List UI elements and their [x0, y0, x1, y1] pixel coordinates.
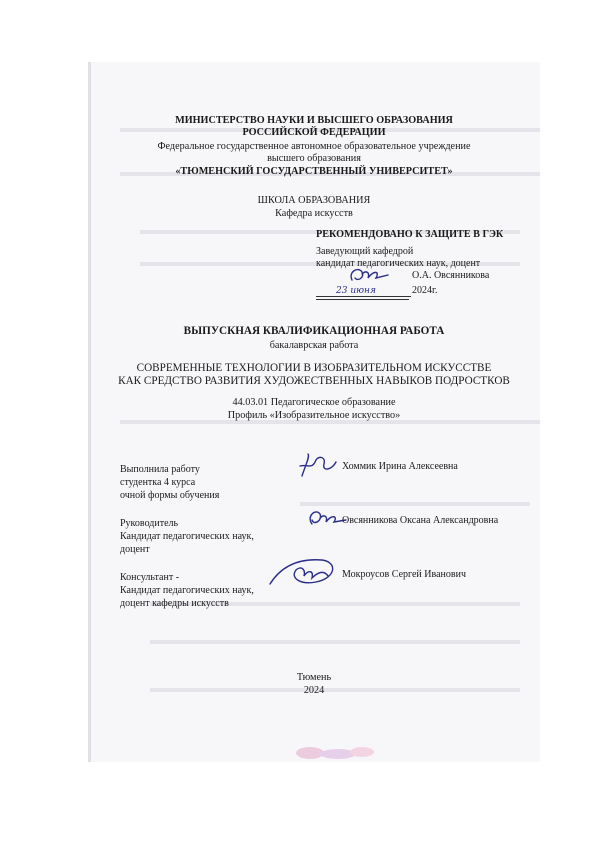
- consultant-label-line-2: Кандидат педагогических наук,: [120, 585, 254, 596]
- author-label-line-2: студентка 4 курса: [120, 477, 196, 488]
- work-type: ВЫПУСКНАЯ КВАЛИФИКАЦИОННАЯ РАБОТА: [183, 325, 445, 337]
- footer-city: Тюмень: [296, 672, 332, 683]
- footer-year: 2024: [303, 685, 325, 696]
- program-profile: Профиль «Изобразительное искусство»: [227, 410, 401, 421]
- author-label-line-1: Выполнила работу: [120, 464, 200, 475]
- approval-year: [412, 285, 437, 297]
- ministry-line-1: МИНИСТЕРСТВО НАУКИ И ВЫСШЕГО ОБРАЗОВАНИЯ: [175, 115, 453, 126]
- department-name: Кафедра искусств: [275, 208, 353, 219]
- approval-date-line: [316, 296, 411, 297]
- ministry-line-2: РОССИЙСКОЙ ФЕДЕРАЦИИ: [242, 127, 386, 138]
- author-signature: [296, 452, 344, 480]
- bleed-through-line: [150, 640, 520, 644]
- institution-line-1: Федеральное государственное автономное образовательное учреждение: [157, 141, 471, 152]
- approval-name: О.А. Овсянникова: [412, 270, 490, 281]
- university-name: «ТЮМЕНСКИЙ ГОСУДАРСТВЕННЫЙ УНИВЕРСИТЕТ»: [175, 166, 453, 177]
- work-title-line-2: КАК СРЕДСТВО РАЗВИТИЯ ХУДОЖЕСТВЕННЫХ НАВЫКОВ ПОДРОСТКОВ: [118, 375, 510, 387]
- author-label-line-3: очной формы обучения: [120, 490, 220, 501]
- consultant-label-line-3: доцент кафедры искусств: [120, 598, 229, 609]
- faded-stamp: [290, 744, 380, 762]
- supervisor-label-line-3: доцент: [120, 544, 150, 555]
- program-code: 44.03.01 Педагогическое образование: [232, 397, 396, 408]
- approval-year-suffix: г.: [432, 285, 438, 296]
- school-name: ШКОЛА ОБРАЗОВАНИЯ: [257, 195, 371, 206]
- approval-signature-line: [316, 299, 409, 300]
- head-of-department-signature: [346, 262, 396, 288]
- approval-degree: кандидат педагогических наук, доцент: [316, 258, 481, 269]
- author-name: Хоммик Ирина Алексеевна: [342, 461, 458, 472]
- institution-line-2: высшего образования: [267, 153, 361, 164]
- supervisor-label-line-2: Кандидат педагогических наук,: [120, 531, 254, 542]
- approval-year-value: 2024: [412, 285, 432, 296]
- consultant-signature: [266, 556, 342, 588]
- work-title-line-1: СОВРЕМЕННЫЕ ТЕХНОЛОГИИ В ИЗОБРАЗИТЕЛЬНОМ ИСКУССТВЕ: [136, 362, 492, 374]
- consultant-label-line-1: Консультант -: [120, 572, 180, 583]
- consultant-name: Мокроусов Сергей Иванович: [342, 569, 466, 580]
- approval-position: Заведующий кафедрой: [316, 246, 414, 257]
- approval-title: РЕКОМЕНДОВАНО К ЗАЩИТЕ В ГЭК: [316, 229, 504, 240]
- approval-date-handwritten: 23 июня: [336, 286, 376, 296]
- supervisor-label-line-1: Руководитель: [120, 518, 179, 529]
- supervisor-name: Овсянникова Оксана Александровна: [342, 515, 499, 526]
- work-subtype: бакалаврская работа: [269, 340, 359, 351]
